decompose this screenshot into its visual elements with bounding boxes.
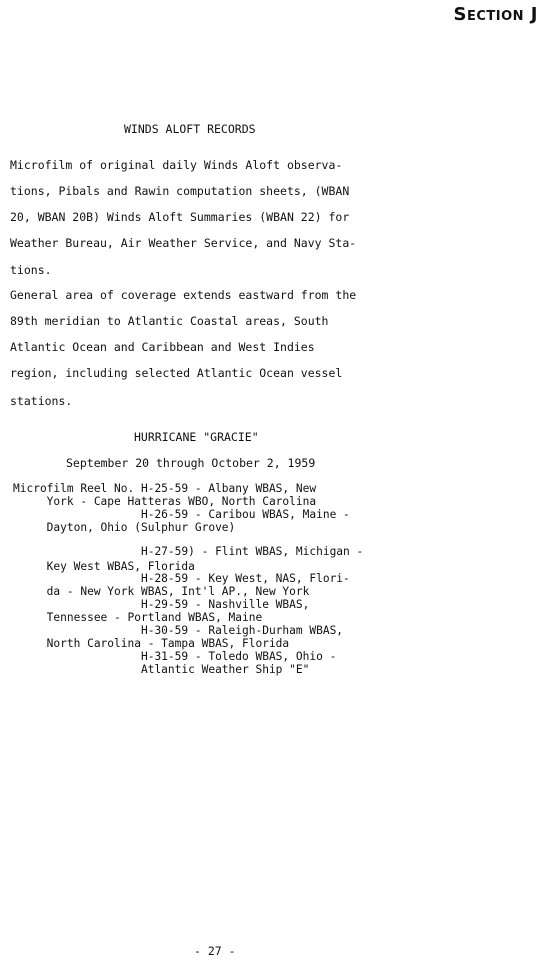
paragraph-line: tions, Pibals and Rawin computation sheets, (WBAN (10, 184, 350, 198)
paragraph-line: Atlantic Ocean and Caribbean and West Indies (10, 340, 315, 354)
hurricane-dates: September 20 through October 2, 1959 (66, 456, 316, 470)
record-line: H-27-59) - Flint WBAS, Michigan - (13, 545, 364, 558)
page-number: - 27 - (194, 944, 236, 958)
paragraph-line: stations. (10, 394, 73, 408)
hurricane-title: HURRICANE "GRACIE" (134, 430, 259, 444)
record-line: da - New York WBAS, Int'l AP., New York (13, 585, 310, 598)
record-line: H-29-59 - Nashville WBAS, (13, 598, 310, 611)
paragraph-line: region, including selected Atlantic Ocean vessel (10, 366, 343, 380)
record-line: H-31-59 - Toledo WBAS, Ohio - (13, 650, 337, 663)
paragraph-line: General area of coverage extends eastward from the (10, 288, 357, 302)
record-line: H-26-59 - Caribou WBAS, Maine - (13, 508, 350, 521)
record-line: Tennessee - Portland WBAS, Maine (13, 611, 263, 624)
record-line: North Carolina - Tampa WBAS, Florida (13, 637, 290, 650)
winds-aloft-title: WINDS ALOFT RECORDS (124, 122, 256, 136)
section-header: Section J (453, 4, 538, 25)
record-line: Dayton, Ohio (Sulphur Grove) (13, 521, 236, 534)
record-line: H-30-59 - Raleigh-Durham WBAS, (13, 624, 344, 637)
record-line: Microfilm Reel No. H-25-59 - Albany WBAS, New (13, 482, 317, 495)
paragraph-line: 20, WBAN 20B) Winds Aloft Summaries (WBAN 22) for (10, 210, 350, 224)
record-line: Key West WBAS, Florida (13, 560, 195, 573)
paragraph-line: tions. (10, 263, 52, 277)
paragraph-line: Microfilm of original daily Winds Aloft observa- (10, 158, 343, 172)
paragraph-line: Weather Bureau, Air Weather Service, and Navy Sta- (10, 236, 357, 250)
record-line: Atlantic Weather Ship "E" (13, 663, 310, 676)
record-line: York - Cape Hatteras WBO, North Carolina (13, 495, 317, 508)
record-line: H-28-59 - Key West, NAS, Flori- (13, 572, 350, 585)
paragraph-line: 89th meridian to Atlantic Coastal areas, South (10, 314, 329, 328)
